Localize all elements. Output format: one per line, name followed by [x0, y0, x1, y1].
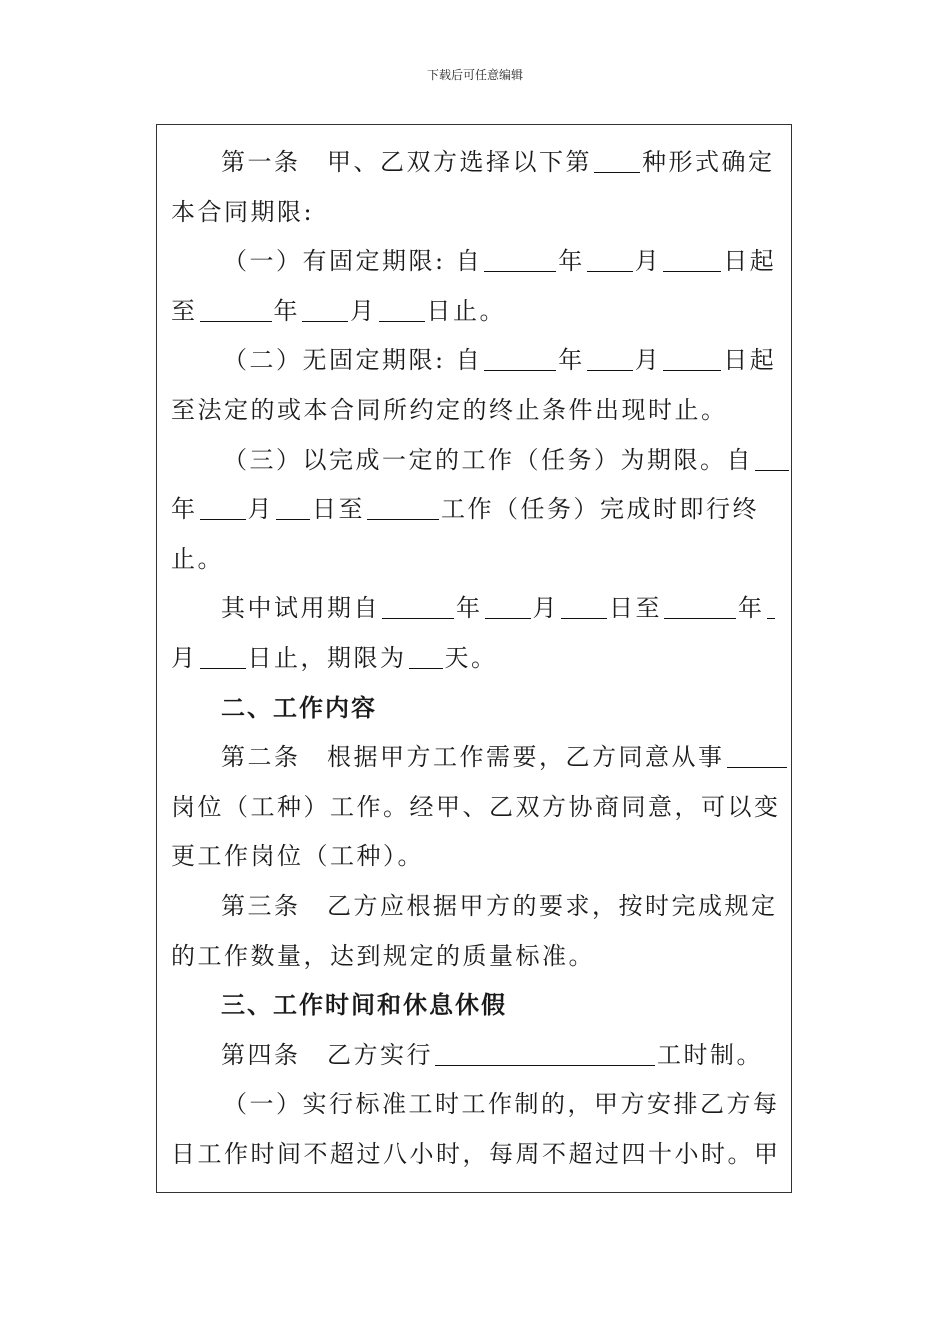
blank-fill-line[interactable] [594, 150, 640, 173]
text-segment: （一）有固定期限: 自 [223, 247, 483, 276]
text-segment: 二、工作内容 [221, 693, 377, 722]
text-segment: 年 [456, 594, 483, 623]
text-segment: 月 [634, 346, 662, 375]
blank-fill-line[interactable] [664, 596, 736, 619]
text-segment: 第一条 甲、乙双方选择以下第 [221, 148, 592, 176]
text-segment: 第三条 乙方应根据甲方的要求，按时完成规定 [221, 891, 778, 920]
blank-fill-line[interactable] [435, 1043, 655, 1066]
text-segment: 岗位（工种）工作。经甲、乙双方协商同意，可以变 [171, 792, 781, 821]
blank-fill-line[interactable] [663, 249, 721, 272]
text-segment: 月 [350, 296, 377, 325]
text-segment: 月 [532, 594, 559, 623]
text-line [171, 188, 776, 238]
text-segment: 工作（任务）完成时即行终 [441, 495, 759, 524]
text-segment: 月 [247, 495, 274, 524]
blank-fill-line[interactable] [302, 299, 348, 322]
text-segment: 月 [171, 643, 198, 672]
text-line [171, 733, 776, 783]
text-line [171, 485, 776, 535]
text-segment: 至法定的或本合同所约定的终止条件出现时止。 [171, 395, 728, 424]
text-segment: 日至 [312, 495, 365, 524]
text-segment: 的工作数量，达到规定的质量标准。 [171, 941, 595, 970]
text-segment: 本合同期限: [171, 197, 315, 226]
text-segment: 天。 [444, 643, 498, 672]
text-segment: 年 [171, 495, 198, 524]
blank-fill-line[interactable] [485, 596, 531, 619]
text-segment: 其中试用期自 [221, 594, 380, 623]
text-line [171, 237, 776, 287]
text-segment: 种形式确定 [642, 148, 775, 176]
contract-text [171, 138, 781, 1179]
text-segment: 年 [273, 296, 300, 325]
blank-fill-line[interactable] [561, 596, 607, 619]
text-segment: 日止，期限为 [247, 643, 407, 672]
blank-fill-line[interactable] [484, 348, 556, 371]
text-line [171, 1031, 776, 1081]
text-segment: 日工作时间不超过八小时，每周不超过四十小时。甲 [171, 1139, 781, 1168]
text-segment: 至 [171, 296, 198, 325]
page-header: 下载后可任意编辑 [426, 68, 523, 82]
text-segment: （三）以完成一定的工作（任务）为期限。自 [223, 445, 753, 474]
blank-fill-line[interactable] [276, 497, 310, 520]
text-line [171, 287, 776, 337]
blank-fill-line[interactable] [587, 348, 633, 371]
text-segment: 年 [738, 594, 765, 623]
text-segment: 年 [558, 247, 585, 276]
blank-fill-line[interactable] [200, 646, 246, 669]
blank-fill-line[interactable] [367, 497, 439, 520]
blank-fill-line[interactable] [663, 348, 721, 371]
text-segment: 年 [558, 346, 585, 375]
section-heading [171, 981, 776, 1031]
text-line [171, 932, 776, 982]
text-segment: 日止。 [426, 296, 506, 325]
text-segment: （二）无固定期限: 自 [223, 346, 483, 375]
blank-fill-line[interactable] [767, 596, 775, 619]
text-segment: 止。 [171, 544, 224, 573]
text-line [171, 882, 776, 932]
text-line [171, 436, 776, 486]
text-segment: 三、工作时间和休息休假 [221, 991, 507, 1020]
text-line [171, 634, 776, 684]
text-segment: 工时制。 [657, 1040, 763, 1069]
blank-fill-line[interactable] [484, 249, 556, 272]
text-line [171, 138, 776, 188]
text-line [171, 832, 776, 882]
blank-fill-line[interactable] [200, 299, 272, 322]
text-line [171, 1130, 781, 1180]
text-segment: 日至 [609, 594, 662, 623]
blank-fill-line[interactable] [755, 448, 789, 471]
text-line [171, 783, 781, 833]
blank-fill-line[interactable] [200, 497, 246, 520]
text-line [171, 386, 776, 436]
text-line [171, 584, 776, 634]
section-heading [171, 684, 776, 734]
blank-fill-line[interactable] [587, 249, 633, 272]
text-line [171, 1080, 780, 1130]
blank-fill-line[interactable] [727, 745, 787, 768]
blank-fill-line[interactable] [379, 299, 425, 322]
text-segment: 第二条 根据甲方工作需要，乙方同意从事 [221, 743, 725, 772]
blank-fill-line[interactable] [409, 646, 443, 669]
text-line [171, 535, 776, 585]
text-segment: 更工作岗位（工种）。 [171, 842, 424, 871]
text-segment: 日起 [723, 346, 777, 375]
text-segment: 第四条 乙方实行 [221, 1040, 433, 1069]
text-line [171, 336, 776, 386]
text-segment: 日起 [723, 247, 777, 276]
text-segment: （一）实行标准工时工作制的，甲方安排乙方每 [223, 1090, 780, 1119]
text-segment: 月 [634, 247, 662, 276]
blank-fill-line[interactable] [382, 596, 454, 619]
